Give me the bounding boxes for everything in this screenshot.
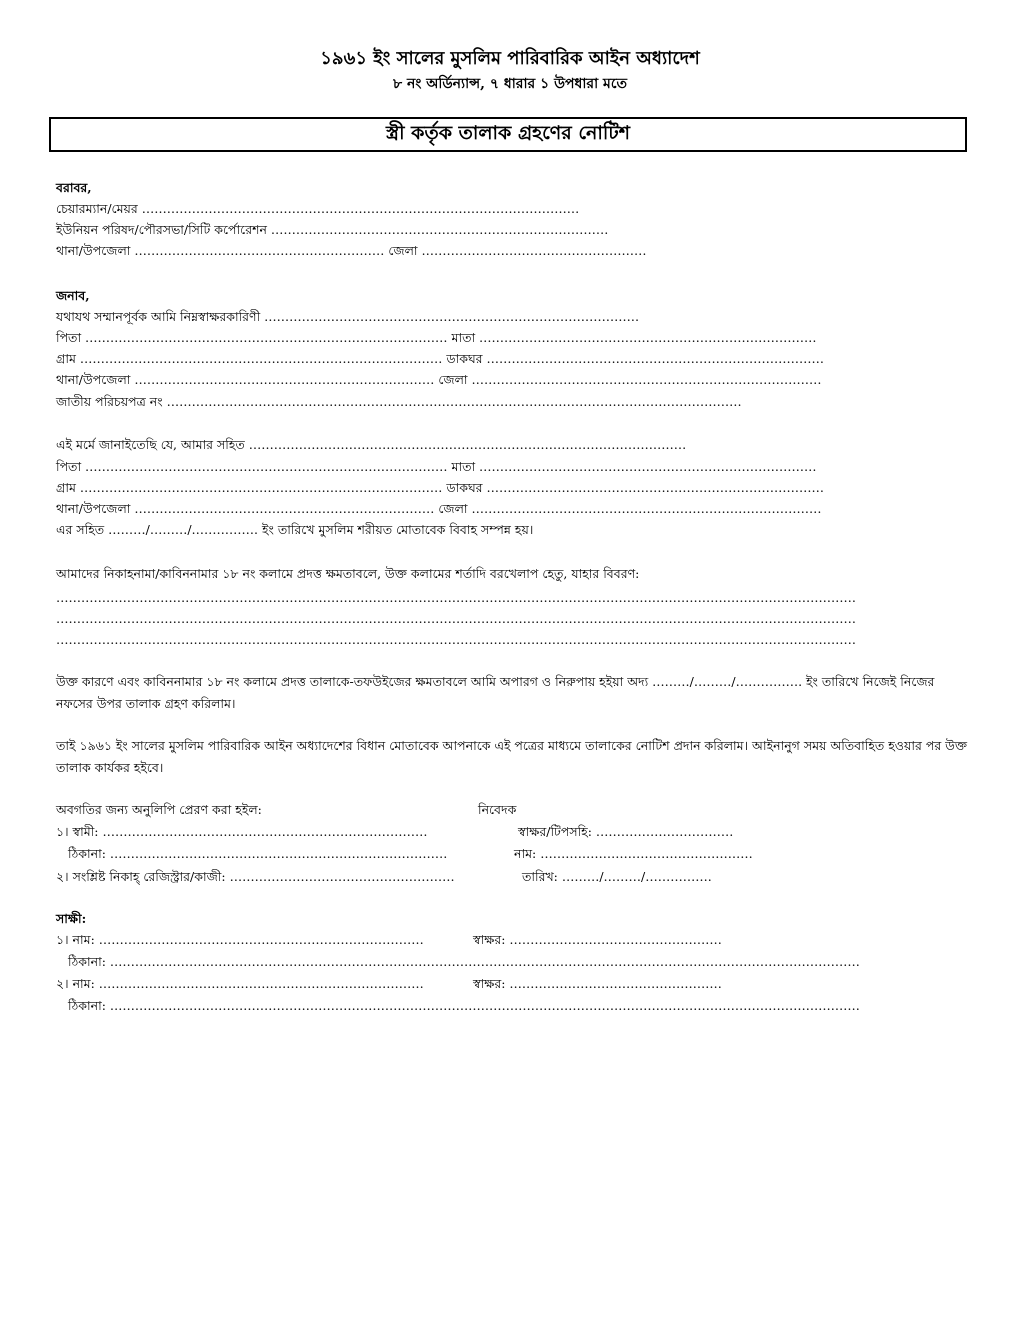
witness-1-name: ১। নাম: …………………………………………………………………… xyxy=(56,932,424,947)
applicant-heading: নিবেদক xyxy=(478,802,517,817)
sender-line-village: গ্রাম …………………………………………………………………………… ডাকঘর ……………………………………………………………………… xyxy=(56,351,825,366)
document-subtitle: ৮ নং অর্ডিন্যান্স, ৭ ধারার ১ উপধারা মতে xyxy=(393,76,627,92)
copy-husband-address: ঠিকানা: ……………………………………………………………………… xyxy=(68,846,448,861)
copy-husband-line: ১। স্বামী: …………………………………………………………………… xyxy=(56,824,428,839)
to-line-thana: থানা/উপজেলা …………………………………………………… জেলা ……………………………………………… xyxy=(56,243,647,258)
husband-line-thana: থানা/উপজেলা ……………………………………………………………… জেলা ………………………………………………………………………… xyxy=(56,501,822,516)
witness-2-name: ২। নাম: …………………………………………………………………… xyxy=(56,976,424,991)
copy-registrar-line: ২। সংশ্লিষ্ট নিকাহ্ রেজিস্ট্রার/কাজী: ……………………………………………… xyxy=(56,869,455,884)
to-heading: বরাবর, xyxy=(56,180,92,195)
sender-line-nid: জাতীয় পরিচয়পত্র নং ………………………………………………………………………………………………………………………… xyxy=(56,394,742,409)
reason-dotted-line-3: ………………………………………………………………………………………………………………………………………………………………………… xyxy=(56,632,856,647)
reason-dotted-line-2: ………………………………………………………………………………………………………………………………………………………………………… xyxy=(56,611,856,626)
applicant-date-line: তারিখ: ………/………/……………. xyxy=(522,869,712,884)
witness-heading: সাক্ষী: xyxy=(56,911,87,926)
reason-intro: আমাদের নিকাহনামা/কাবিননামার ১৮ নং কলামে প্রদত্ত ক্ষমতাবলে, উক্ত কলামের শর্তাদি বরখেলাপ হেতু, যাহার বিবরণ: xyxy=(56,566,640,581)
notice-title: স্ত্রী কর্তৃক তালাক গ্রহণের নোটিশ xyxy=(386,121,630,144)
witness-2-address: ঠিকানা: ……………………………………………………………………………………………………………………………………………………………… xyxy=(68,998,860,1013)
copies-heading: অবগতির জন্য অনুলিপি প্রেরণ করা হইল: xyxy=(56,802,262,817)
applicant-name-line: নাম: …………………………………………… xyxy=(514,846,753,861)
talaq-declaration-paragraph: উক্ত কারণে এবং কাবিননামার ১৮ নং কলামে প্রদত্ত তালাকে-তফউইজের ক্ষমতাবলে আমি অপারগ ও নিরুপায় হইয়া অদ্য ………/………/……………. ইং তারিখে নিজেই নিজের নফসের উপর তালাক গ্রহণ করিলাম। xyxy=(56,674,935,711)
applicant-signature-line: স্বাক্ষর/টিপসহি: …………………………… xyxy=(518,824,734,839)
to-line-council: ইউনিয়ন পরিষদ/পৌরসভা/সিটি কর্পোরেশন ……………………………………………………………………… xyxy=(56,222,609,237)
witness-1-address: ঠিকানা: ……………………………………………………………………………………………………………………………………………………………… xyxy=(68,954,860,969)
salutation: জনাব, xyxy=(56,288,90,303)
witness-2-signature: স্বাক্ষর: …………………………………………… xyxy=(473,976,722,991)
witness-1-signature: স্বাক্ষর: …………………………………………… xyxy=(473,932,722,947)
reason-dotted-line-1: ………………………………………………………………………………………………………………………………………………………………………… xyxy=(56,590,856,605)
notice-paragraph: তাই ১৯৬১ ইং সালের মুসলিম পারিবারিক আইন অধ্যাদেশের বিধান মোতাবেক আপনাকে এই পত্রের মাধ্যমে তালাকের নোটিশ প্রদান করিলাম। আইনানুগ সময় অতিবাহিত হওয়ার পর উক্ত তালাক কার্যকর হইবে। xyxy=(56,738,968,775)
sender-line-thana: থানা/উপজেলা ……………………………………………………………… জেলা ………………………………………………………………………… xyxy=(56,372,822,387)
notice-title-box xyxy=(49,117,967,152)
husband-line-parents: পিতা …………………………………………………………………………… মাতা ……………………………………………………………………… xyxy=(56,459,817,474)
document-title: ১৯৬১ ইং সালের মুসলিম পারিবারিক আইন অধ্যাদেশ xyxy=(320,48,700,69)
husband-line-intro: এই মর্মে জানাইতেছি যে, আমার সহিত …………………………………………………………………………………………… xyxy=(56,437,687,452)
husband-line-village: গ্রাম …………………………………………………………………………… ডাকঘর ……………………………………………………………………… xyxy=(56,480,825,495)
marriage-date-line: এর সহিত ………/………/……………. ইং তারিখে মুসলিম শরীয়ত মোতাবেক বিবাহ সম্পন্ন হয়। xyxy=(56,522,534,537)
to-line-chairman: চেয়ারম্যান/মেয়র …………………………………………………………………………………………… xyxy=(56,201,580,216)
sender-line-name: যথাযথ সম্মানপূর্বক আমি নিম্নস্বাক্ষরকারিণী ……………………………………………………………………………… xyxy=(56,309,640,324)
sender-line-parents: পিতা …………………………………………………………………………… মাতা ……………………………………………………………………… xyxy=(56,330,817,345)
